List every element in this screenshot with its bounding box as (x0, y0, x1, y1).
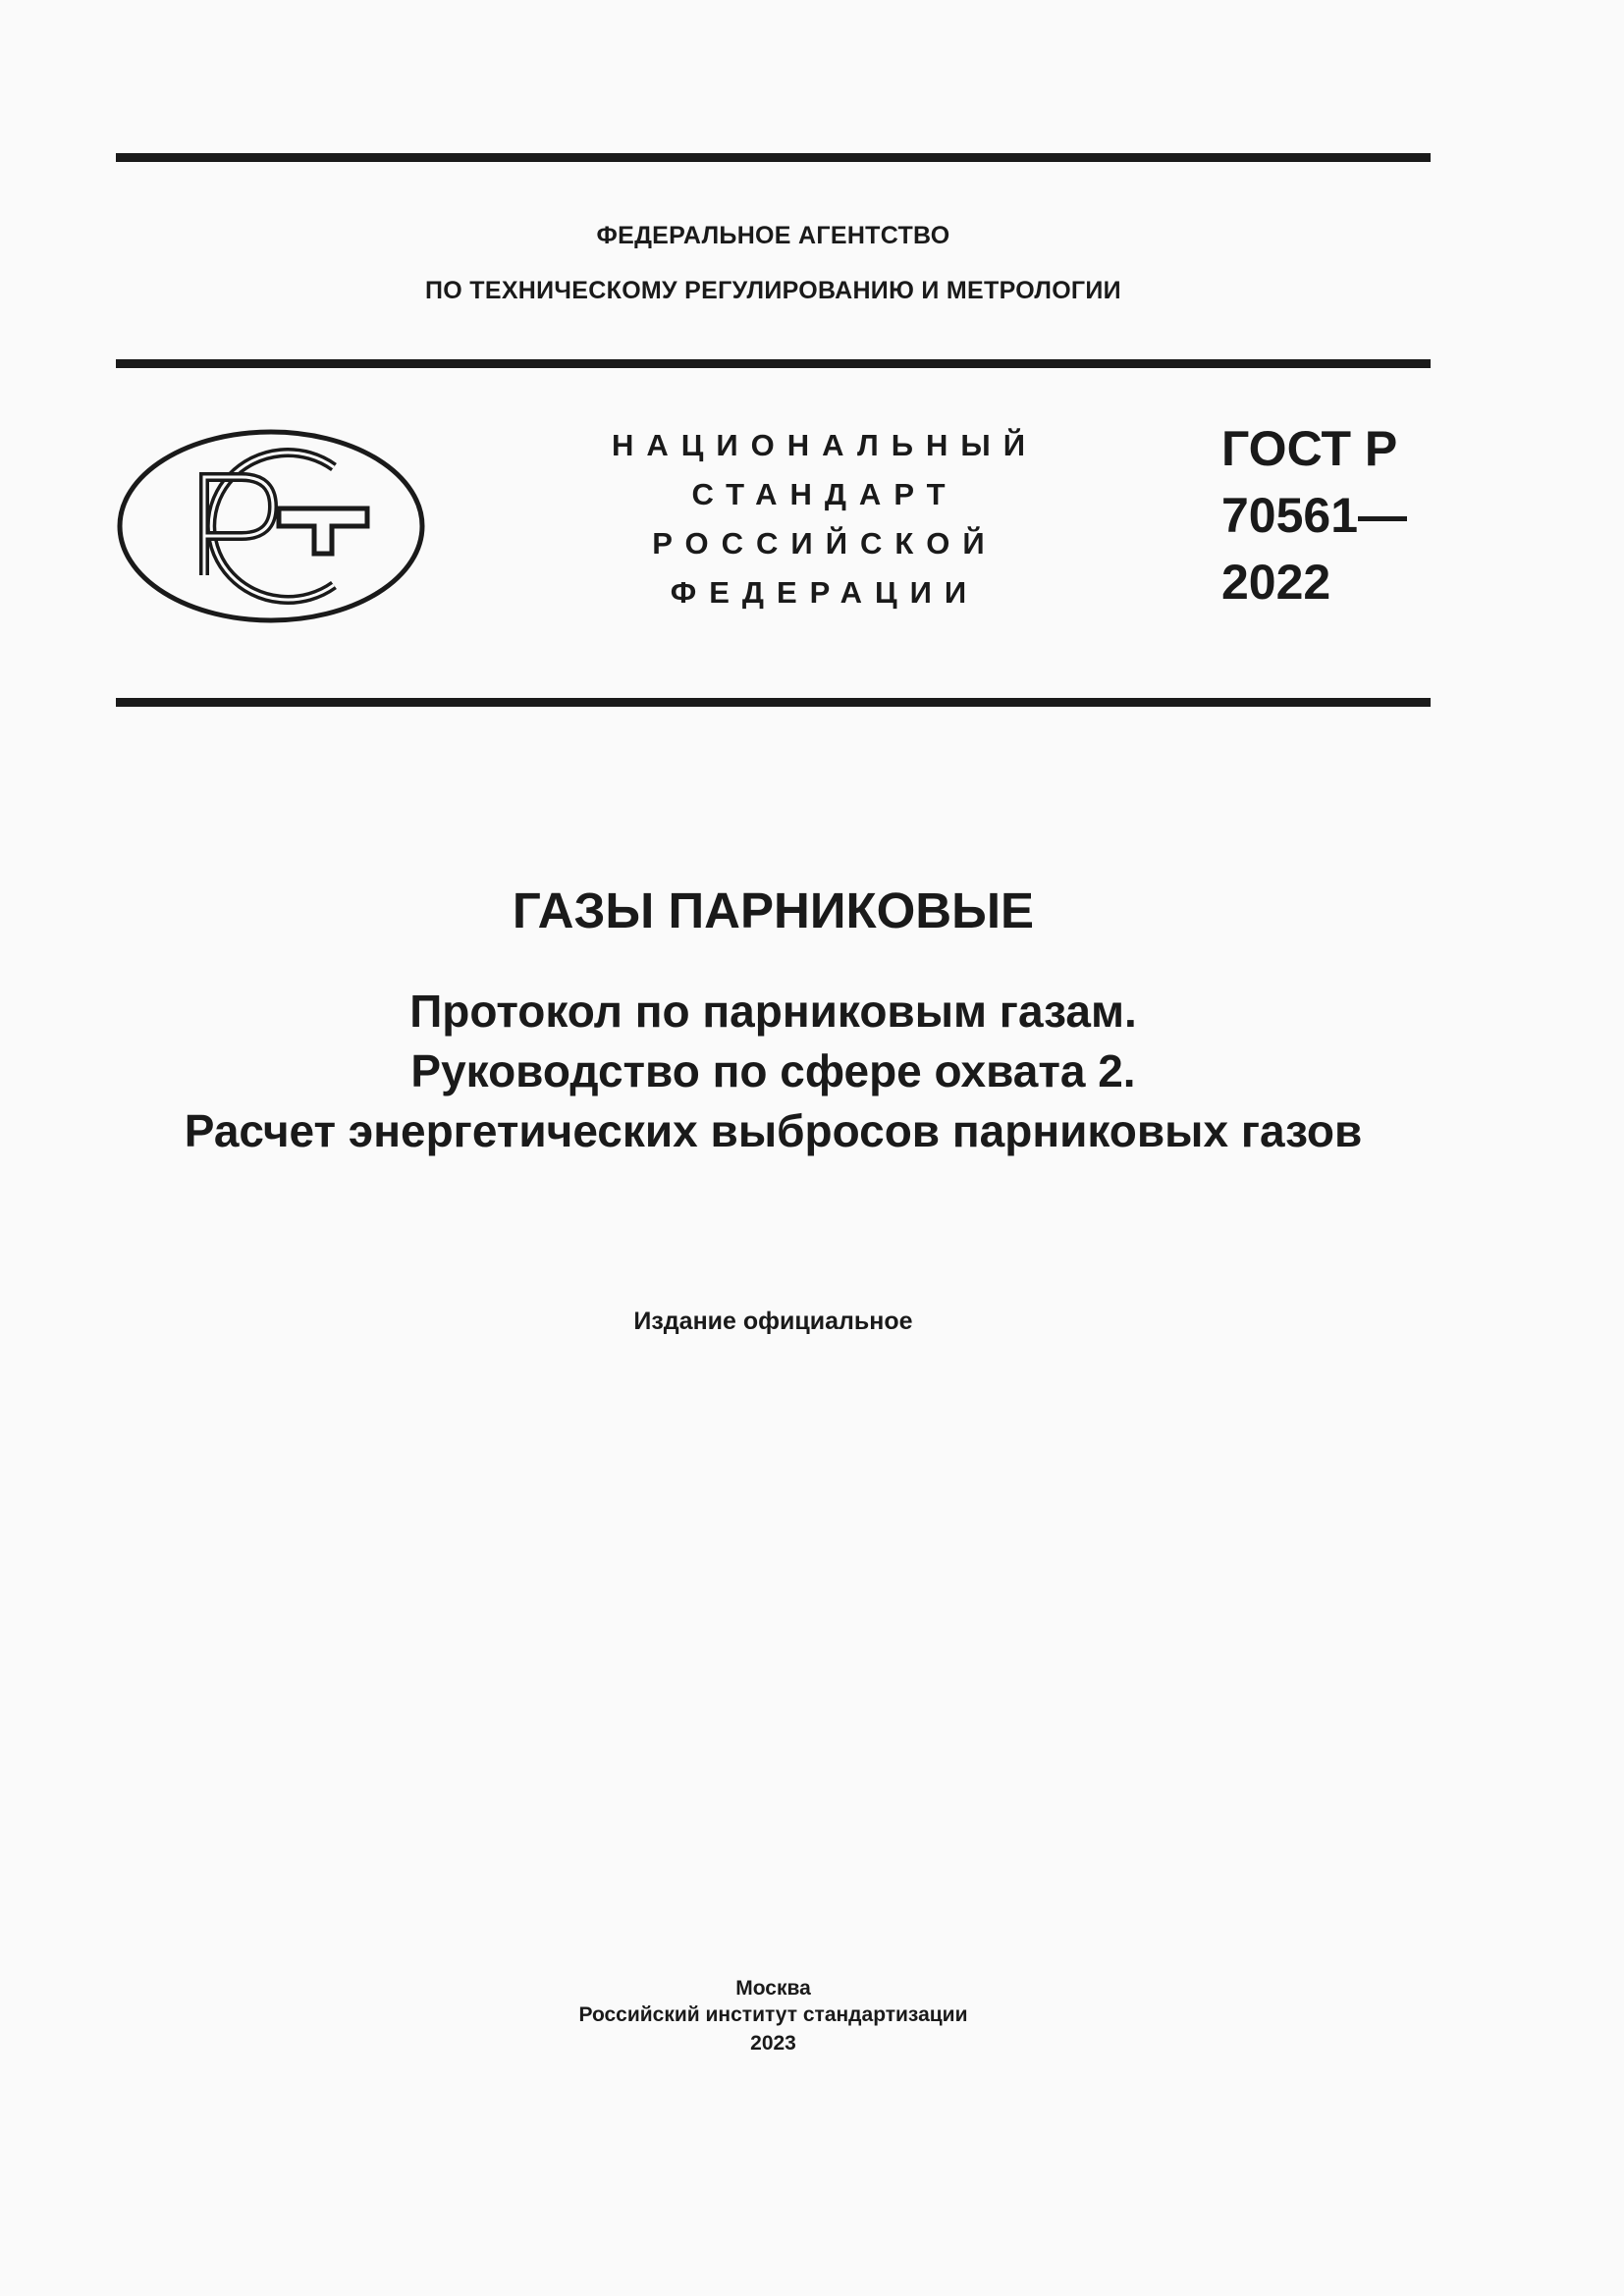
imprint-publisher: Российский институт стандартизации (578, 2003, 968, 2026)
imprint-year: 2023 (750, 2032, 796, 2055)
imprint-city: Москва (735, 1977, 811, 2000)
top-rule (116, 153, 1431, 162)
document-title: ГАЗЫ ПАРНИКОВЫЕ (512, 882, 1035, 938)
document-subtitle-line-3: Расчет энергетических выбросов парниковых газов (184, 1105, 1363, 1156)
standard-designation-line-1: ГОСТ Р (1221, 421, 1398, 476)
standard-type-line-2: СТАНДАРТ (691, 477, 958, 511)
agency-name-line-1: ФЕДЕРАЛЬНОЕ АГЕНТСТВО (596, 222, 950, 249)
standard-type-line-4: ФЕДЕРАЦИИ (670, 575, 980, 610)
masthead-bottom-rule (116, 698, 1431, 707)
agency-name-line-2: ПО ТЕХНИЧЕСКОМУ РЕГУЛИРОВАНИЮ И МЕТРОЛОГИИ (425, 277, 1121, 304)
standard-type-line-1: НАЦИОНАЛЬНЫЙ (611, 428, 1039, 462)
rst-certification-mark-icon (116, 428, 426, 624)
header-rule (116, 359, 1431, 368)
standard-designation-line-3: 2022 (1221, 555, 1331, 610)
standard-designation-line-2: 70561— (1221, 488, 1408, 543)
document-subtitle-line-2: Руководство по сфере охвата 2. (410, 1045, 1136, 1096)
document-subtitle-line-1: Протокол по парниковым газам. (409, 986, 1137, 1037)
edition-note: Издание официальное (633, 1308, 913, 1335)
standard-type-line-3: РОССИЙСКОЙ (652, 526, 998, 561)
